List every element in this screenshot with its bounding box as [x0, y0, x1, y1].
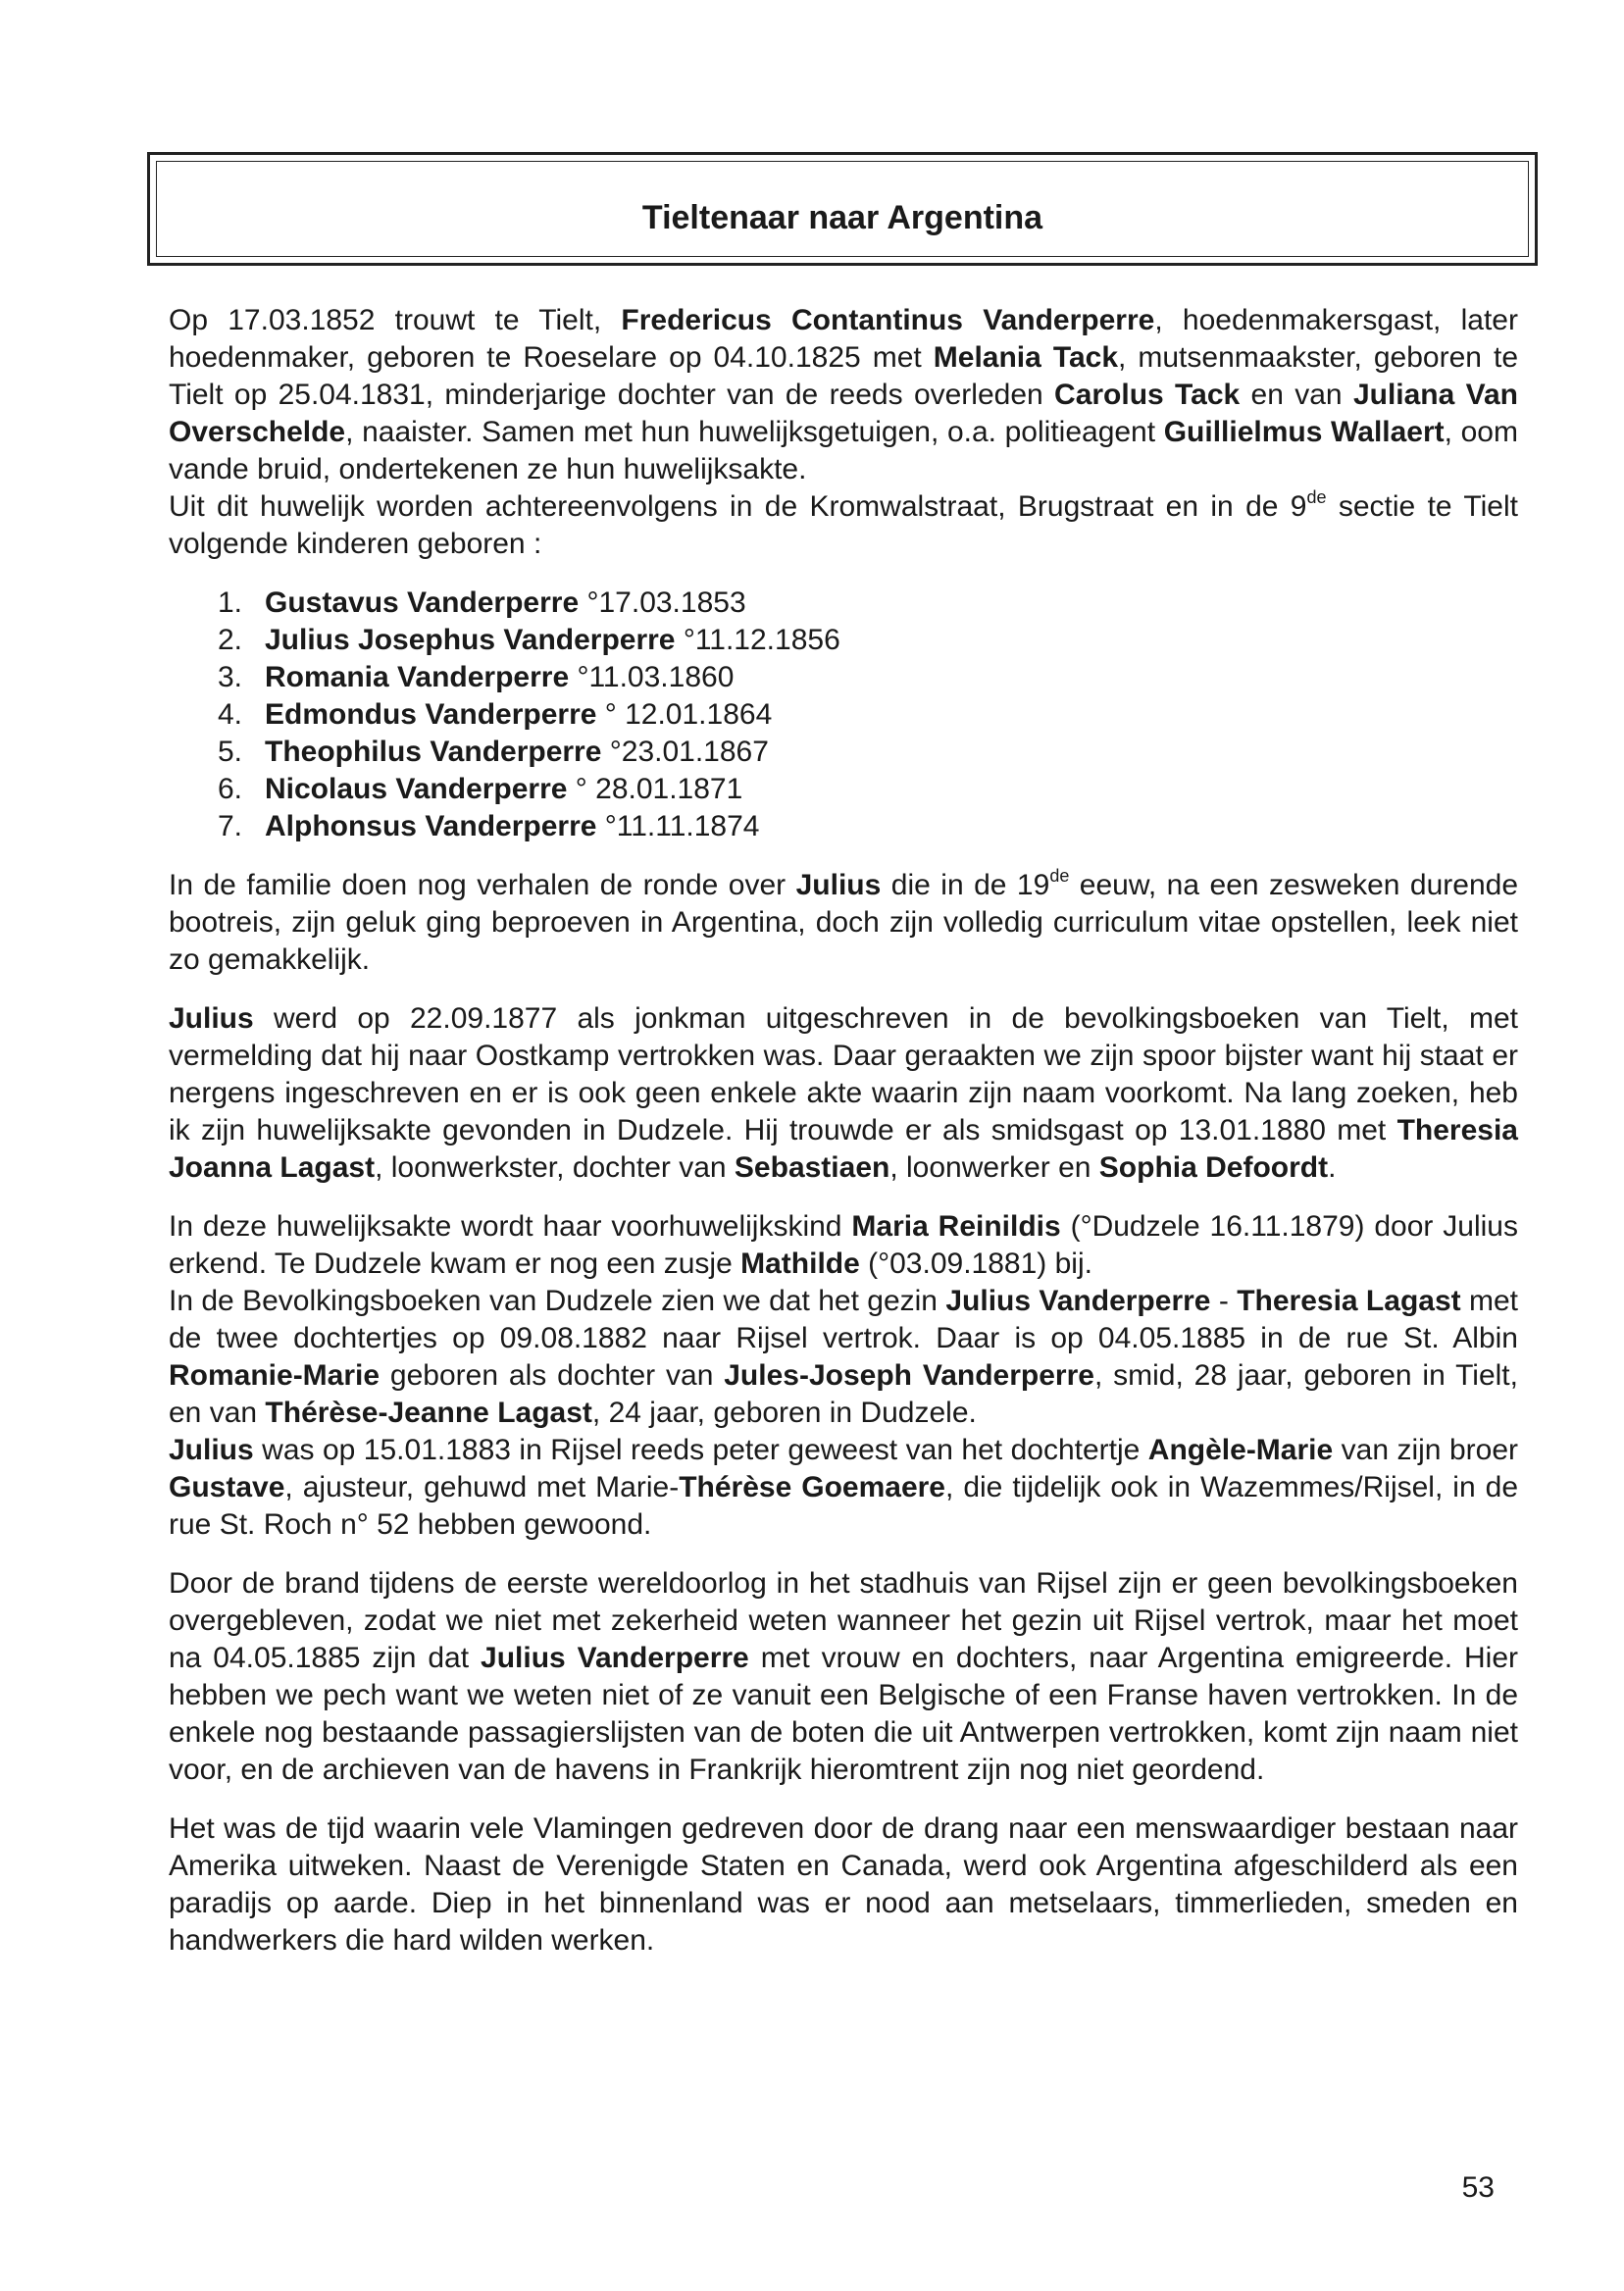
name-carolus: Carolus Tack	[1054, 379, 1241, 411]
child-birth: °11.03.1860	[569, 661, 735, 693]
child-birth: °23.01.1867	[601, 736, 769, 768]
text: , oom vande bruid, ondertekenen ze hun huwelijksakte.	[169, 416, 1518, 485]
list-number: 6.	[218, 773, 243, 805]
child-birth: °17.03.1853	[579, 586, 746, 619]
children-list	[169, 585, 1518, 845]
name-romanie-marie: Romanie-Marie	[169, 1359, 381, 1392]
text: Door de brand tijdens de eerste wereldoorlog in het stadhuis van Rijsel zijn er geen bevolkingsboeken overgebleven, zodat we niet met zekerheid weten wanneer het gezin uit Rijsel vertrok, maar het moet na 04.05.1885 zijn dat	[169, 1567, 1518, 1674]
page-title: Tieltenaar naar Argentina	[641, 199, 1043, 236]
name-melania: Melania Tack	[933, 341, 1119, 374]
list-number: 5.	[218, 736, 243, 768]
list-number: 2.	[218, 624, 243, 656]
name-julius: Julius	[169, 1434, 254, 1466]
paragraph-family-stories	[169, 867, 1518, 979]
name-juliana: Juliana Van Overschelde	[169, 379, 1519, 448]
text: , 24 jaar, geboren in Dudzele.	[591, 1397, 977, 1429]
text: , smid, 28 jaar, geboren in Tielt, en van	[169, 1359, 1518, 1429]
paragraph-children-intro	[169, 488, 1518, 563]
superscript: de	[1049, 866, 1070, 886]
child-name: Julius Josephus Vanderperre	[265, 624, 676, 656]
child-name: Theophilus Vanderperre	[265, 736, 602, 768]
name-jules-joseph: Jules-Joseph Vanderperre	[724, 1359, 1094, 1392]
list-item	[218, 696, 1518, 734]
child-name: Alphonsus Vanderperre	[265, 810, 597, 842]
child-birth: ° 28.01.1871	[567, 773, 743, 805]
text: , loonwerker en	[889, 1151, 1099, 1184]
superscript: de	[1306, 487, 1327, 507]
name-angele-marie: Angèle-Marie	[1147, 1434, 1334, 1466]
text: eeuw, na een zesweken durende bootreis, zijn geluk ging beproeven in Argentina, doch zijn volledig curriculum vitae opstellen, leek niet zo gemakkelijk.	[169, 869, 1519, 976]
text: Op 17.03.1852 trouwt te Tielt,	[169, 304, 622, 336]
text: van zijn broer	[1333, 1434, 1518, 1466]
text: In de Bevolkingsboeken van Dudzele zien we dat het gezin	[169, 1285, 946, 1317]
name-fredericus: Fredericus Contantinus Vanderperre	[621, 304, 1155, 336]
child-name: Nicolaus Vanderperre	[265, 773, 568, 805]
name-theresia-lagast: Theresia Lagast	[1237, 1285, 1461, 1317]
text: (°Dudzele 16.11.1879) door Julius erkend. Te Dudzele kwam er nog een zusje	[169, 1210, 1518, 1280]
paragraph-emigration	[169, 1565, 1518, 1789]
text: , naaister. Samen met hun huwelijksgetuigen, o.a. politieagent	[345, 416, 1164, 448]
name-julius-vanderperre: Julius Vanderperre	[945, 1285, 1211, 1317]
paragraph-godfather	[169, 1432, 1518, 1544]
text: In deze huwelijksakte wordt haar voorhuwelijkskind	[169, 1210, 852, 1243]
text: , hoedenmakersgast, later hoedenmaker, geboren te Roeselare op 04.10.1825 met	[169, 304, 1518, 374]
name-julius-vanderperre: Julius Vanderperre	[481, 1642, 749, 1674]
text: was op 15.01.1883 in Rijsel reeds peter geweest van het dochtertje	[253, 1434, 1148, 1466]
text: sectie te Tielt volgende kinderen geboren :	[169, 490, 1518, 560]
name-sebastiaen: Sebastiaen	[734, 1151, 890, 1184]
name-therese-goemaere: Thérèse Goemaere	[679, 1471, 945, 1503]
paragraph-julius-marriage	[169, 1000, 1518, 1187]
text: en van	[1240, 379, 1353, 411]
child-birth: °11.11.1874	[596, 810, 760, 842]
list-item	[218, 808, 1518, 845]
text: .	[1328, 1151, 1337, 1184]
child-birth: ° 12.01.1864	[596, 698, 773, 731]
name-gustave: Gustave	[169, 1471, 285, 1503]
child-birth: °11.12.1856	[675, 624, 840, 656]
text: met de twee dochtertjes op 09.08.1882 naar Rijsel vertrok. Daar is op 04.05.1885 in de rue St. Albin	[169, 1285, 1519, 1354]
list-number: 1.	[218, 586, 243, 619]
name-mathilde: Mathilde	[740, 1247, 860, 1280]
paragraph-marriage	[169, 302, 1518, 488]
paragraph-flemish-emigrants	[169, 1810, 1518, 1960]
text: die in de 19	[881, 869, 1050, 901]
name-theresia: Theresia Joanna Lagast	[169, 1114, 1518, 1184]
paragraph-rijsel	[169, 1283, 1518, 1432]
list-item	[218, 585, 1518, 622]
name-therese-jeanne: Thérèse-Jeanne Lagast	[265, 1397, 592, 1429]
child-name: Gustavus Vanderperre	[265, 586, 580, 619]
child-name: Romania Vanderperre	[265, 661, 570, 693]
text: met vrouw en dochters, naar Argentina emigreerde. Hier hebben we pech want we weten niet of ze vanuit een Belgische of een Franse haven vertrokken. In de enkele nog bestaande passagierslijsten van de boten die uit Antwerpen vertrokken, komt zijn naam niet voor, en de archieven van de havens in Frankrijk hieromtrent zijn nog niet geordend.	[169, 1642, 1518, 1786]
list-item	[218, 771, 1518, 808]
list-item	[218, 734, 1518, 771]
text: (°03.09.1881) bij.	[859, 1247, 1092, 1280]
list-number: 3.	[218, 661, 243, 693]
child-name: Edmondus Vanderperre	[265, 698, 597, 731]
text: -	[1210, 1285, 1238, 1317]
list-number: 4.	[218, 698, 243, 731]
text: In de familie doen nog verhalen de ronde over	[169, 869, 796, 901]
text: Uit dit huwelijk worden achtereenvolgens in de Kromwalstraat, Brugstraat en in de 9	[169, 490, 1307, 523]
text: , mutsenmaakster, geboren te Tielt op 25.04.1831, minderjarige dochter van de reeds overleden	[169, 341, 1519, 411]
name-guillielmus: Guillielmus Wallaert	[1163, 416, 1445, 448]
text: , loonwerkster, dochter van	[375, 1151, 735, 1184]
list-item	[218, 622, 1518, 659]
text: Het was de tijd waarin vele Vlamingen gedreven door de drang naar een menswaardiger bestaan naar Amerika uitweken. Naast de Verenigde Staten en Canada, werd ook Argentina afgeschilderd als een paradijs op aarde. Diep in het binnenland was er nood aan metselaars, timmerlieden, smeden en handwerkers die hard wilden werken.	[169, 1812, 1518, 1957]
name-julius: Julius	[795, 869, 882, 901]
article-body	[169, 302, 1518, 1960]
name-maria-reinildis: Maria Reinildis	[851, 1210, 1061, 1243]
list-number: 7.	[218, 810, 243, 842]
text: geboren als dochter van	[380, 1359, 725, 1392]
name-julius: Julius	[169, 1002, 254, 1035]
text: , die tijdelijk ook in Wazemmes/Rijsel, in de rue St. Roch n° 52 hebben gewoond.	[169, 1471, 1518, 1541]
text: werd op 22.09.1877 als jonkman uitgeschreven in de bevolkingsboeken van Tielt, met vermelding dat hij naar Oostkamp vertrokken was. Daar geraakten we zijn spoor bijster want hij staat er nergens ingeschreven en er is ook geen enkele akte waarin zijn naam voorkomt. Na lang zoeken, heb ik zijn huwelijksakte gevonden in Dudzele. Hij trouwde er als smidsgast op 13.01.1880 met	[169, 1002, 1518, 1146]
page-number: 53	[1461, 2171, 1495, 2204]
list-item	[218, 659, 1518, 696]
title-frame	[147, 152, 1538, 266]
name-sophia: Sophia Defoordt	[1098, 1151, 1329, 1184]
paragraph-recognition	[169, 1208, 1518, 1283]
text: , ajusteur, gehuwd met Marie-	[284, 1471, 680, 1503]
